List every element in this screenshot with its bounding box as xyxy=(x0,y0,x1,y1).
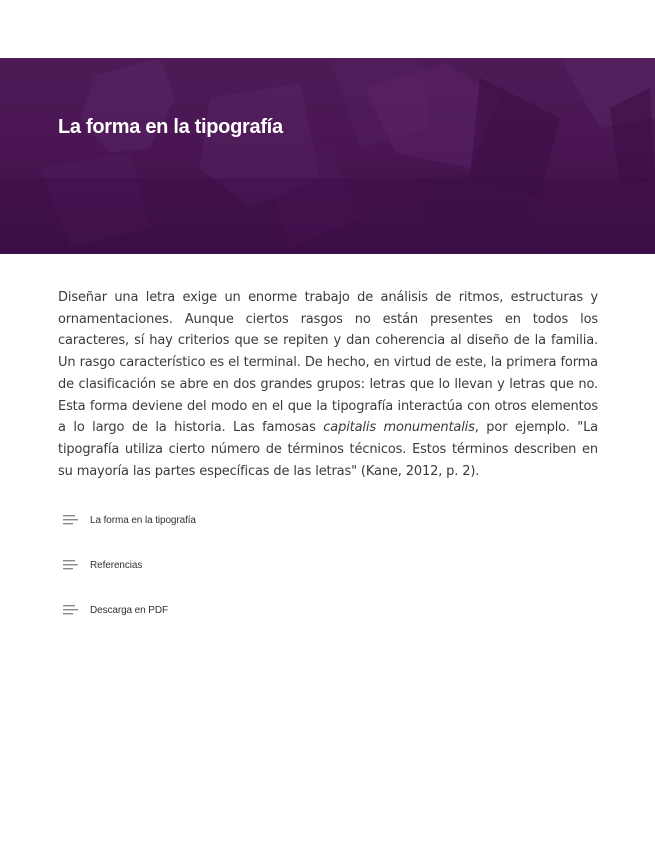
body-text-italic: capitalis monumentalis xyxy=(323,420,475,436)
nav-item-label: La forma en la tipografía xyxy=(90,514,196,526)
body-paragraph xyxy=(58,287,598,482)
body-text-part1: Diseñar una letra exige un enorme trabajo de análisis de ritmos, estructuras y ornamentaciones. Aunque ciertos rasgos no están presentes en todos los caracteres, sí hay criterios que se repiten y dan coherencia al diseño de la familia. Un rasgo característico es el terminal. De hecho, en virtud de este, la primera forma de clasificación se abre en dos grandes grupos: letras que lo llevan y letras que no. Esta forma deviene del modo en el que la tipografía interactúa con otros elementos a lo largo de la historia. Las famosas xyxy=(58,290,598,436)
menu-lines-icon xyxy=(62,558,80,572)
nav-item-referencias[interactable] xyxy=(58,552,458,578)
menu-lines-icon xyxy=(62,513,80,527)
hero-banner xyxy=(0,58,655,254)
nav-item-label: Descarga en PDF xyxy=(90,604,168,616)
page-title: La forma en la tipografía xyxy=(58,116,283,138)
nav-item-label: Referencias xyxy=(90,559,143,571)
body-text-part2: , por ejemplo. "La tipografía utiliza cierto número de términos técnicos. Estos términos describen en su mayoría las partes específicas de las letras" (Kane, 2012, p. 2). xyxy=(58,420,598,479)
menu-lines-icon xyxy=(62,603,80,617)
nav-item-descarga-pdf[interactable] xyxy=(58,597,458,623)
hero-background-shapes xyxy=(0,58,655,254)
section-nav xyxy=(58,507,458,642)
nav-item-forma[interactable] xyxy=(58,507,458,533)
